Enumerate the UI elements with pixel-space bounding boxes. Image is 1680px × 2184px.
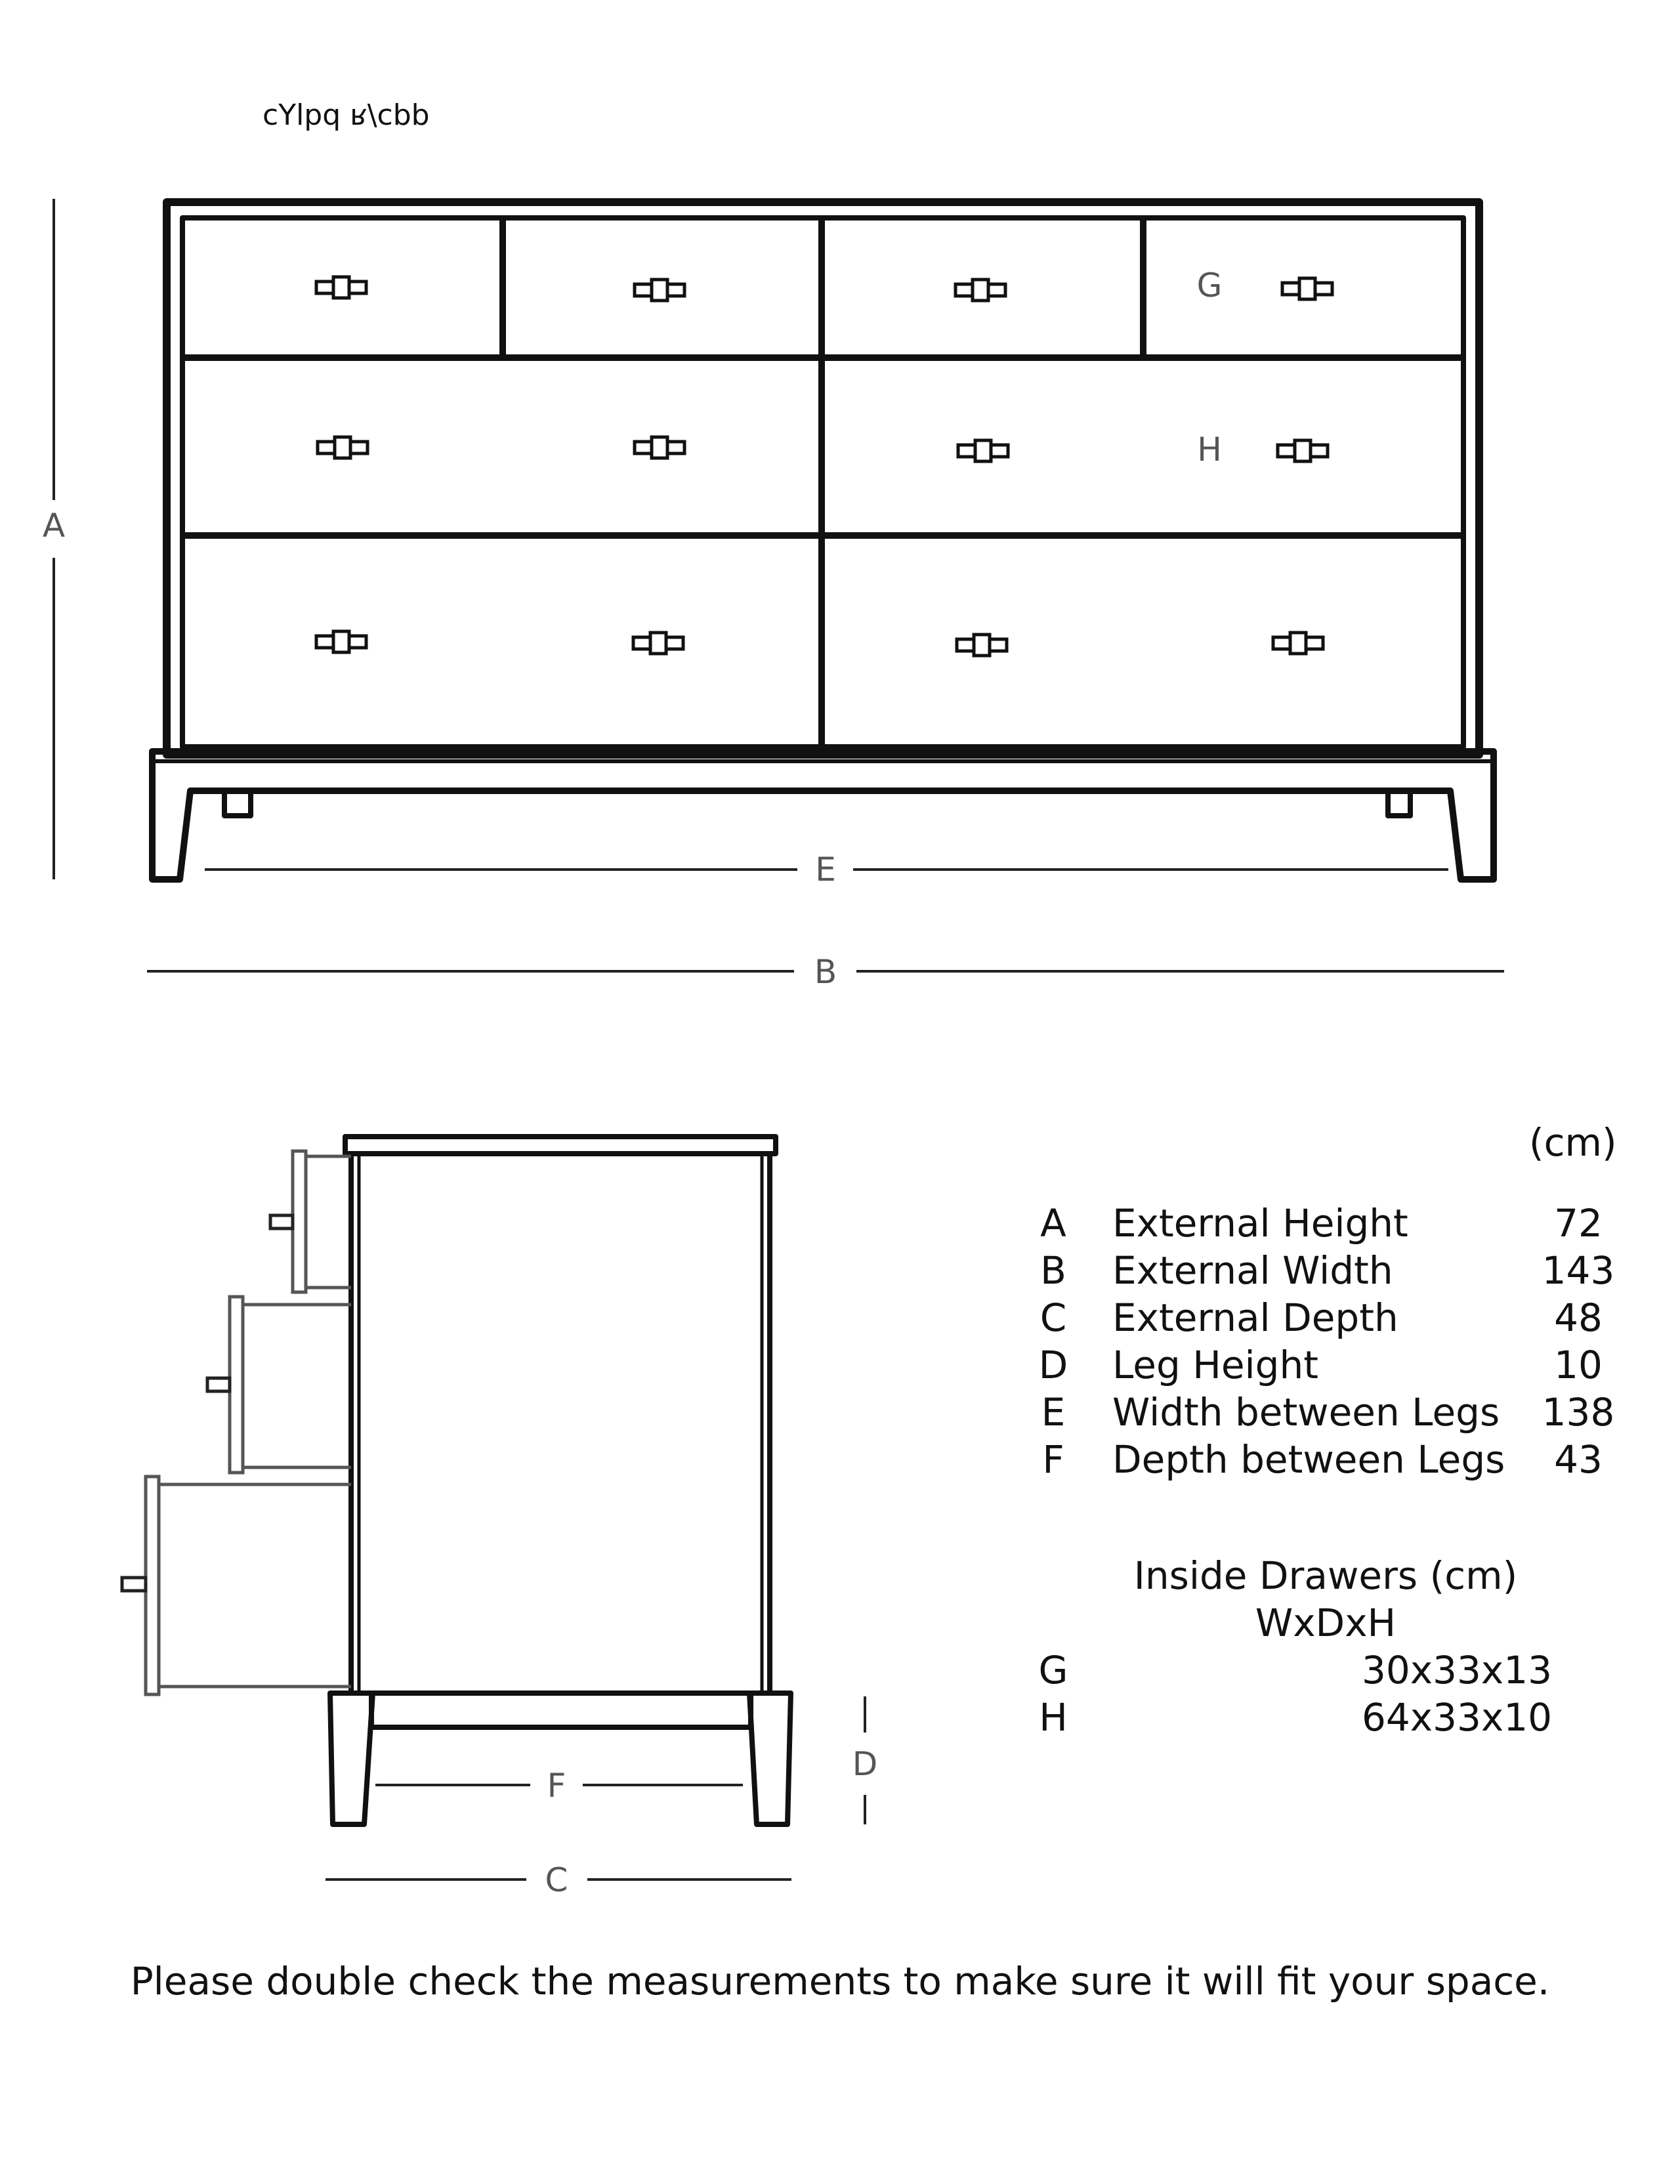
row-label: External Depth [1112, 1295, 1398, 1340]
row-value: 30x33x13 [1361, 1648, 1553, 1692]
table-row [1034, 1341, 1603, 1389]
row-value: 10 [1554, 1343, 1603, 1387]
row-value: 143 [1542, 1248, 1615, 1293]
row-key: C [1040, 1295, 1067, 1340]
row-value: 72 [1554, 1201, 1603, 1246]
dimension-b-label: B [814, 953, 837, 991]
dimension-d-label: D [852, 1745, 878, 1783]
row-key: H [1039, 1695, 1068, 1740]
unit-header: (cm) [1529, 1120, 1617, 1165]
dimension-e-label: E [815, 850, 836, 889]
row-label: Leg Height [1112, 1343, 1318, 1387]
drawer-label-h: H [1197, 430, 1222, 469]
dimension-a-label: A [42, 507, 66, 545]
row-key: B [1040, 1248, 1066, 1293]
row-label: External Height [1112, 1201, 1408, 1246]
row-label: Width between Legs [1112, 1390, 1500, 1435]
table-row [1034, 1294, 1603, 1341]
fit-note: Please double check the measurements to make sure it will fit your space. [130, 1959, 1550, 2004]
row-key: A [1040, 1201, 1066, 1246]
row-value: 138 [1542, 1390, 1615, 1435]
inside-drawer-row [1034, 1694, 1553, 1741]
row-value: 48 [1554, 1295, 1603, 1340]
row-key: D [1038, 1343, 1068, 1387]
dimension-c-label: C [545, 1861, 568, 1899]
brand-logo: cYlpq ʁ\cbb [262, 98, 430, 132]
row-label: External Width [1112, 1248, 1393, 1293]
table-row [1034, 1389, 1615, 1436]
row-key: E [1041, 1390, 1066, 1435]
table-row [1034, 1436, 1603, 1483]
row-value: 64x33x10 [1361, 1695, 1553, 1740]
dimension-f-label: F [547, 1767, 566, 1805]
table-row [1034, 1247, 1615, 1294]
row-key: F [1042, 1437, 1064, 1482]
inside-drawers-title: Inside Drawers (cm) [1133, 1553, 1518, 1598]
inside-drawers-subtitle: WxDxH [1255, 1601, 1396, 1645]
drawer-label-g: G [1196, 266, 1223, 304]
table-row [1034, 1200, 1603, 1247]
row-value: 43 [1554, 1437, 1603, 1482]
inside-drawer-row [1034, 1647, 1553, 1694]
row-key: G [1038, 1648, 1068, 1692]
row-label: Depth between Legs [1112, 1437, 1505, 1482]
